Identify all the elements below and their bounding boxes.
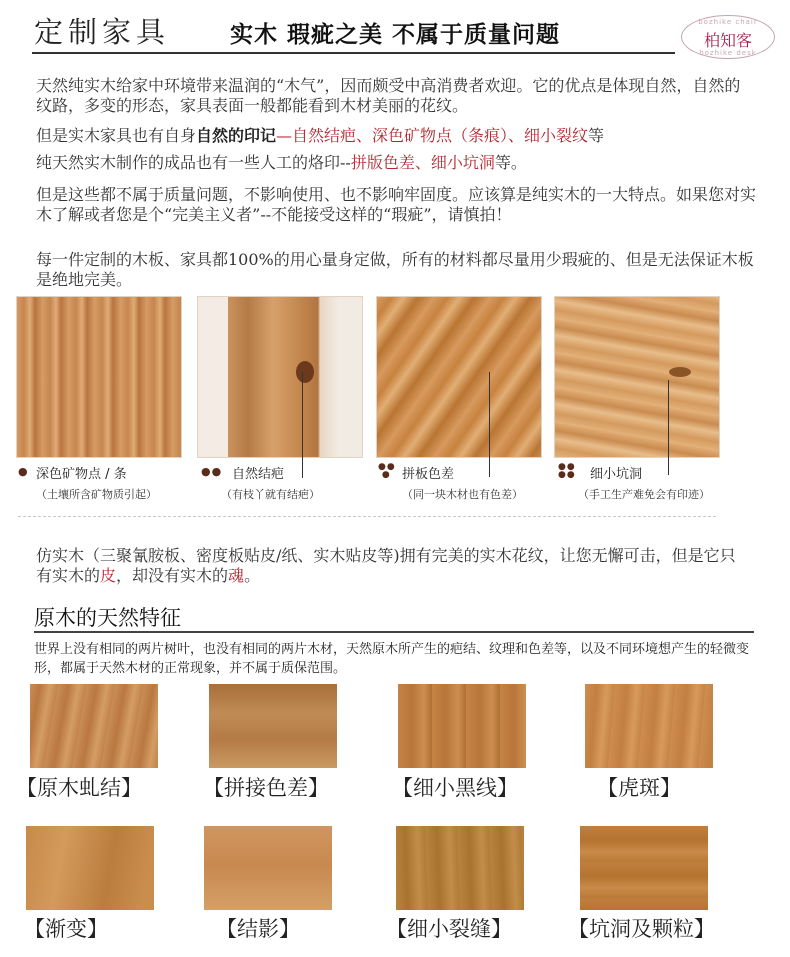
p3-highlight: 拼版色差、细小坑洞 (350, 153, 495, 172)
intro-paragraph-1: 天然纯实木给家中环境带来温润的“木气”，因而颇受中高消费者欢迎。它的优点是体现自然，自然的纹路，多变的形态，家具表面一般都能看到木材美丽的花纹。 (36, 76, 741, 115)
four-dots-icon: ●● ●● (558, 462, 576, 480)
tile-label-4: 【虎斑】 (597, 776, 681, 800)
pit-mark (669, 367, 691, 377)
wood-tile-2 (209, 684, 337, 768)
tile-label-2: 【拼接色差】 (203, 776, 329, 800)
wood-tile-8 (580, 826, 708, 910)
wood-tile-5 (26, 826, 154, 910)
p2-highlight-mark: 自然的印记 (196, 126, 277, 145)
p3-text-a: 纯天然实木制作的成品也有一些人工的烙印-- (36, 153, 351, 172)
wood-photo-panel-color-diff (376, 296, 542, 458)
stamp-ring-text-bottom: bozhike desk (699, 49, 757, 57)
p2-text-a: 但是实木家具也有自身 (36, 126, 197, 145)
tile-label-6: 【结影】 (216, 917, 300, 941)
features-text: 世界上没有相同的两片树叶，也没有相同的两片木材，天然原木所产生的疤结、纹理和色差等，以及不同环境想产生的轻微变形，都属于天然木材的正常现象，并不属于质保范围。 (34, 642, 750, 676)
knot-mark (296, 361, 314, 383)
defect-title-2: 自然结疤 (232, 467, 285, 482)
tile-label-5: 【渐变】 (24, 917, 108, 941)
defect-title-4: 细小坑洞 (590, 467, 643, 482)
brand-stamp (681, 15, 775, 59)
intro-paragraph-4: 但是这些都不属于质量问题，不影响使用、也不影响牢固度。应该算是纯实木的一大特点。如果您对实木了解或者您是个“完美主义者”--不能接受这样的“瑕疵”，请慎拍！ (36, 185, 757, 224)
imitation-text-a: 仿实木（三聚氰胺板、密度板贴皮/纸、实木贴皮等)拥有完美的实木花纹，让您无懈可击，但是它只有实木的 (36, 546, 736, 585)
section-dashed-divider (18, 516, 716, 517)
pointer-line-pit (668, 380, 669, 475)
wood-photo-mineral-streak (16, 296, 182, 458)
p2-text-e: 等 (588, 126, 605, 145)
defect-note-4: （手工生产难免会有印迹） (578, 488, 710, 501)
wood-tile-1 (30, 684, 158, 768)
imitation-word-soul: 魂 (228, 566, 245, 585)
wood-tile-6 (204, 826, 332, 910)
tile-label-8: 【坑洞及颗粒】 (568, 917, 715, 941)
page-subtitle: 实木 瑕疵之美 不属于质量问题 (230, 22, 561, 48)
p2-highlight-defects: 自然结疤、深色矿物点（条痕）、细小裂纹 (292, 126, 589, 145)
one-dot-icon: ● (18, 465, 29, 478)
features-divider (34, 631, 754, 633)
wood-photo-natural-knot (197, 296, 363, 458)
header-divider (32, 52, 675, 54)
stamp-brand-name: 柏知客 (703, 31, 752, 50)
three-dots-icon: ●● ● (378, 462, 396, 480)
p2-dash: — (276, 126, 293, 145)
two-dots-icon: ●● (201, 465, 223, 478)
imitation-text-e: 。 (244, 566, 261, 585)
imitation-text-c: ，却没有实木的 (116, 566, 229, 585)
features-title: 原木的天然特征 (34, 606, 181, 630)
defect-title-1: 深色矿物点 / 条 (36, 467, 127, 482)
pointer-line-panel (489, 372, 490, 477)
defect-note-2: （有枝丫就有结疤） (221, 488, 320, 501)
stamp-ring-text-top: bozhike chair (698, 18, 758, 26)
intro-paragraph-5: 每一件定制的木板、家具都100%的用心量身定做，所有的材料都尽量用少瑕疵的、但是无法保证木板是绝地完美。 (36, 250, 754, 289)
page-title: 定制家具 (34, 15, 171, 49)
p3-text-c: 等。 (494, 153, 527, 172)
imitation-word-skin: 皮 (100, 566, 117, 585)
wood-tile-4 (585, 684, 713, 768)
defect-note-3: （同一块木材也有色差） (402, 488, 523, 501)
intro-paragraph-2 (36, 126, 756, 146)
tile-label-3: 【细小黑线】 (392, 776, 518, 800)
tile-label-7: 【细小裂缝】 (386, 917, 512, 941)
imitation-paragraph (36, 546, 736, 586)
wood-tile-7 (396, 826, 524, 910)
wood-photo-small-pits (554, 296, 720, 458)
defect-note-1: （土壤所含矿物质引起） (36, 488, 157, 501)
wood-tile-3 (398, 684, 526, 768)
tile-label-1: 【原木虬结】 (16, 776, 142, 800)
pointer-line-knot (302, 372, 303, 478)
defect-title-3: 拼板色差 (402, 467, 455, 482)
intro-paragraph-3 (36, 153, 756, 173)
